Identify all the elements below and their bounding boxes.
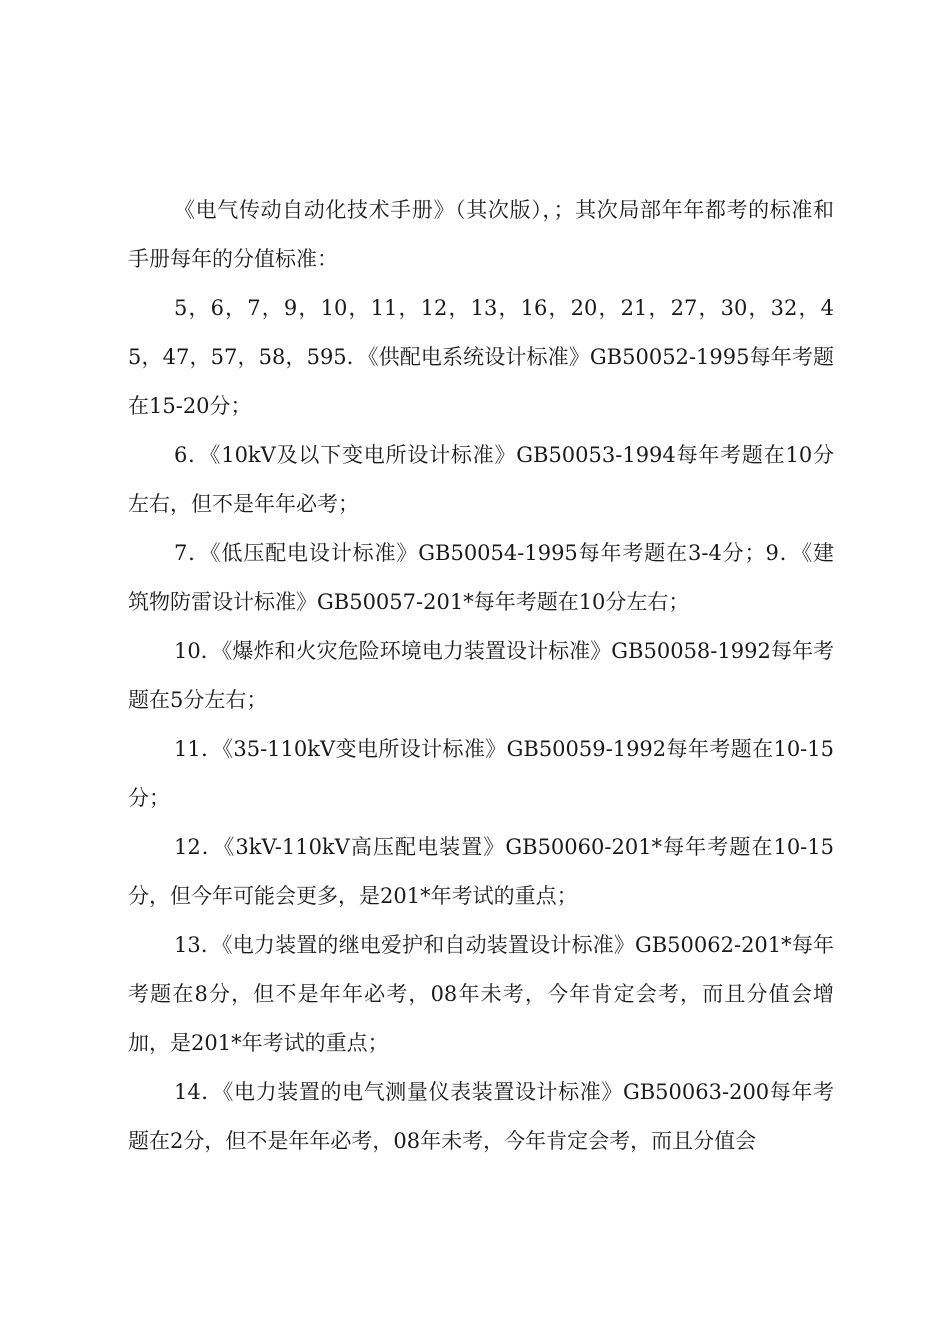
- paragraph-gb50060: 12．《3kV-110kV高压配电装置》GB50060-201*每年考题在10-15分，但今年可能会更多，是201*年考试的重点；: [128, 835, 834, 908]
- paragraph-gb50052: 5，6，7，9，10，11，12，13，16，20，21，27，30，32，45，47，57，58，595．《供配电系统设计标准》GB50052-1995每年考题在15-20分；: [128, 296, 834, 418]
- document-body: [128, 186, 834, 1166]
- paragraph-gb50062: 13．《电力装置的继电爱护和自动装置设计标准》GB50062-201*每年考题在8分，但不是年年必考，08年未考，今年肯定会考，而且分值会增加，是201*年考试的重点；: [128, 933, 834, 1055]
- paragraph-gb50059: 11．《35-110kV变电所设计标准》GB50059-1992每年考题在10-15分；: [128, 737, 834, 810]
- paragraph-gb50054-gb50057: 7．《低压配电设计标准》GB50054-1995每年考题在3-4分；9．《建筑物防雷设计标准》GB50057-201*每年考题在10分左右；: [128, 541, 834, 614]
- paragraph-gb50058: 10．《爆炸和火灾危险环境电力装置设计标准》GB50058-1992每年考题在5分左右；: [128, 639, 834, 712]
- paragraph-handbook: 《电气传动自动化技术手册》（其次版），；其次局部年年都考的标准和手册每年的分值标准：: [128, 198, 834, 271]
- paragraph-gb50063: 14．《电力装置的电气测量仪表装置设计标准》GB50063-200每年考题在2分，但不是年年必考，08年未考，今年肯定会考，而且分值会: [128, 1080, 834, 1153]
- paragraph-gb50053: 6．《10kV及以下变电所设计标准》GB50053-1994每年考题在10分左右，但不是年年必考；: [128, 443, 834, 516]
